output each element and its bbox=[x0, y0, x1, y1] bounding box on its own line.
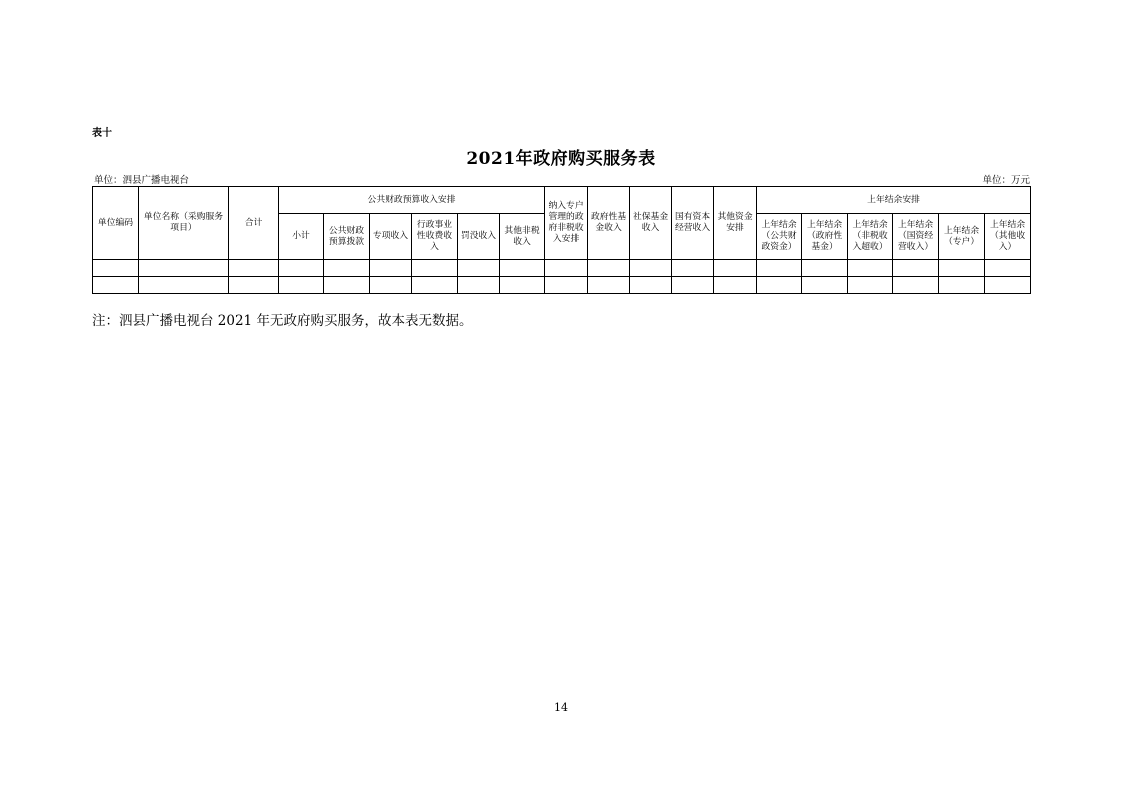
table-cell bbox=[714, 277, 757, 294]
table-cell bbox=[139, 260, 229, 277]
header-gov-fund-income: 政府性基金收入 bbox=[588, 187, 630, 260]
table-cell bbox=[412, 260, 458, 277]
table-cell bbox=[370, 260, 412, 277]
table-cell bbox=[545, 260, 588, 277]
page-title: 2021年政府购买服务表 bbox=[466, 149, 656, 169]
header-subtotal: 小计 bbox=[279, 214, 324, 260]
table-cell bbox=[93, 260, 139, 277]
header-public-budget-group: 公共财政预算收入安排 bbox=[279, 187, 545, 214]
table-cell bbox=[588, 260, 630, 277]
header-special-income: 专项收入 bbox=[370, 214, 412, 260]
table-cell bbox=[757, 277, 802, 294]
table-cell bbox=[279, 260, 324, 277]
table-cell bbox=[939, 277, 985, 294]
table-cell bbox=[324, 260, 370, 277]
table-cell bbox=[500, 260, 545, 277]
table-cell bbox=[939, 260, 985, 277]
table-cell bbox=[630, 277, 672, 294]
table-cell bbox=[757, 260, 802, 277]
table-cell bbox=[802, 277, 848, 294]
table-row bbox=[93, 277, 1031, 294]
header-fine-income: 罚没收入 bbox=[458, 214, 500, 260]
table-cell bbox=[500, 277, 545, 294]
table-cell bbox=[458, 277, 500, 294]
table-cell bbox=[848, 260, 893, 277]
header-unit-code: 单位编码 bbox=[93, 187, 139, 260]
header-prior-balance-group: 上年结余安排 bbox=[757, 187, 1031, 214]
table-cell bbox=[139, 277, 229, 294]
header-balance-nontax: 上年结余（非税收入超收） bbox=[848, 214, 893, 260]
unit-name-label: 单位：泗县广播电视台 bbox=[94, 175, 190, 186]
table-cell bbox=[802, 260, 848, 277]
table-cell bbox=[893, 277, 939, 294]
table-cell bbox=[412, 277, 458, 294]
table-number: 表十 bbox=[92, 128, 112, 139]
page-number: 14 bbox=[554, 701, 568, 714]
header-balance-state-capital: 上年结余（国资经营收入） bbox=[893, 214, 939, 260]
table-cell bbox=[985, 277, 1031, 294]
table-cell bbox=[229, 260, 279, 277]
currency-unit-label: 单位：万元 bbox=[982, 175, 1030, 186]
header-state-capital-income: 国有资本经营收入 bbox=[672, 187, 714, 260]
government-procurement-table bbox=[92, 186, 1031, 294]
header-other-nontax-income: 其他非税收入 bbox=[500, 214, 545, 260]
header-unit-name: 单位名称（采购服务项目） bbox=[139, 187, 229, 260]
header-total: 合计 bbox=[229, 187, 279, 260]
header-admin-fee-income: 行政事业性收费收入 bbox=[412, 214, 458, 260]
table-cell bbox=[672, 260, 714, 277]
header-public-appropriation: 公共财政预算拨款 bbox=[324, 214, 370, 260]
header-balance-special-account: 上年结余（专户） bbox=[939, 214, 985, 260]
table-cell bbox=[630, 260, 672, 277]
table-cell bbox=[588, 277, 630, 294]
table-cell bbox=[848, 277, 893, 294]
footnote: 注：泗县广播电视台 2021 年无政府购买服务，故本表无数据。 bbox=[92, 313, 473, 329]
header-balance-other: 上年结余（其他收入） bbox=[985, 214, 1031, 260]
table-cell bbox=[229, 277, 279, 294]
header-balance-gov-fund: 上年结余（政府性基金） bbox=[802, 214, 848, 260]
table-cell bbox=[93, 277, 139, 294]
table-cell bbox=[672, 277, 714, 294]
table-row bbox=[93, 260, 1031, 277]
header-social-insurance-fund: 社保基金收入 bbox=[630, 187, 672, 260]
header-balance-public-finance: 上年结余（公共财政资金） bbox=[757, 214, 802, 260]
table-cell bbox=[714, 260, 757, 277]
table-cell bbox=[545, 277, 588, 294]
header-other-funds: 其他资金安排 bbox=[714, 187, 757, 260]
table-cell bbox=[893, 260, 939, 277]
table-cell bbox=[279, 277, 324, 294]
table-cell bbox=[370, 277, 412, 294]
table-cell bbox=[324, 277, 370, 294]
table-cell bbox=[985, 260, 1031, 277]
header-special-account-nontax: 纳入专户管理的政府非税收入安排 bbox=[545, 187, 588, 260]
table-cell bbox=[458, 260, 500, 277]
